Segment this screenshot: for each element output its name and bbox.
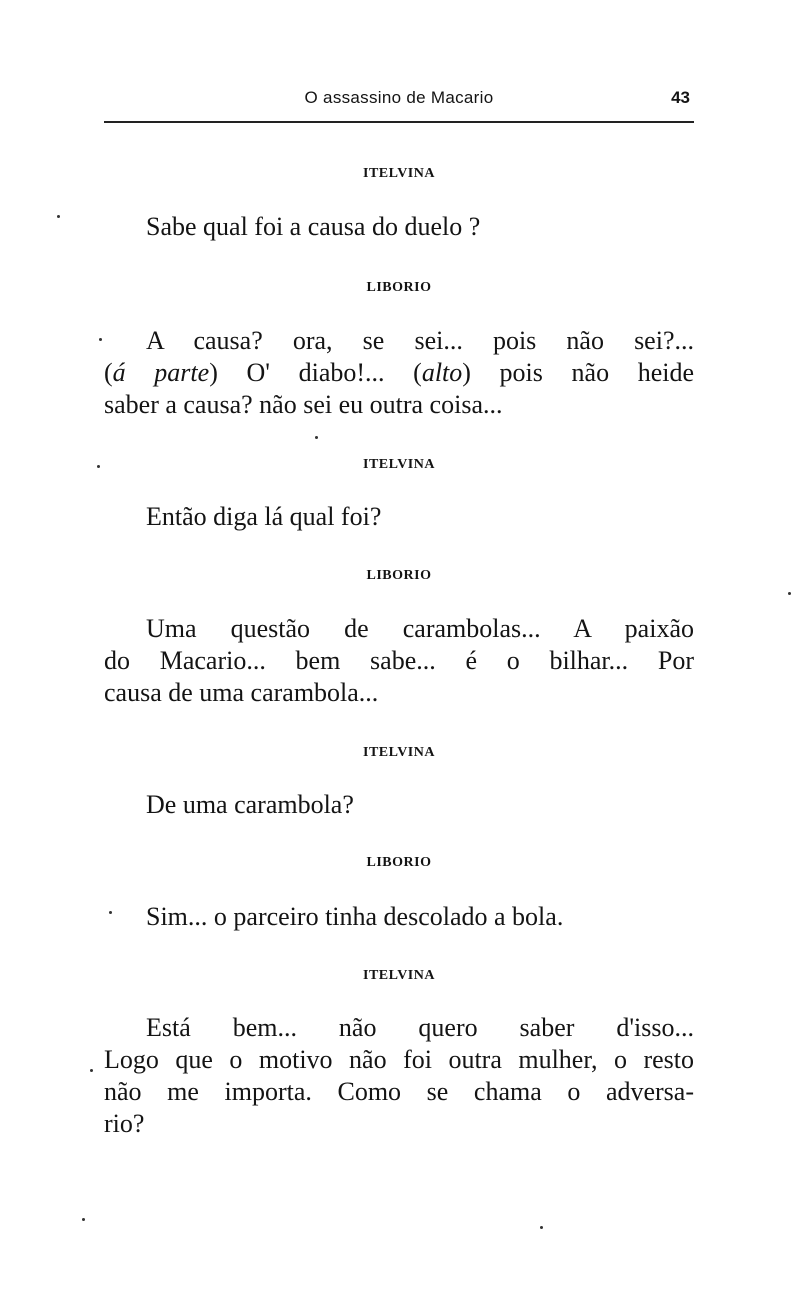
stage-direction: alto: [421, 358, 463, 387]
stage-direction: á parte: [112, 358, 210, 387]
speaker-label: ITELVINA: [363, 166, 435, 181]
dialogue-line: De uma carambola?: [146, 790, 354, 819]
speaker-label: ITELVINA: [363, 745, 435, 760]
dialogue-line: causa de uma carambola...: [104, 678, 379, 707]
speaker-label: ITELVINA: [363, 457, 435, 472]
scan-speck: [97, 465, 100, 468]
dialogue-line: rio?: [104, 1109, 145, 1138]
scan-speck: [57, 215, 60, 218]
dialogue-line: Logo que o motivo não foi outra mulher, o resto: [104, 1045, 694, 1074]
dialogue-line: A causa? ora, se sei... pois não sei?...: [146, 326, 694, 355]
running-header: [104, 88, 694, 114]
scan-speck: [788, 592, 791, 595]
dialogue-line: do Macario... bem sabe... é o bilhar... Por: [104, 646, 694, 675]
dialogue-line: Sabe qual foi a causa do duelo ?: [146, 212, 481, 241]
dialogue-line: Uma questão de carambolas... A paixão: [146, 614, 694, 643]
speaker-label: ITELVINA: [363, 968, 435, 983]
page-number: 43: [671, 88, 690, 107]
dialogue-line: Então diga lá qual foi?: [146, 502, 382, 531]
header-rule: [104, 121, 694, 123]
running-title: O assassino de Macario: [304, 88, 494, 107]
speaker-label: LIBORIO: [366, 280, 432, 295]
dialogue-line: não me importa. Como se chama o adversa-: [104, 1077, 694, 1106]
dialogue-line: saber a causa? não sei eu outra coisa...: [104, 390, 503, 419]
speaker-label: LIBORIO: [366, 568, 432, 583]
scan-speck: [109, 911, 112, 914]
scan-speck: [540, 1226, 543, 1229]
dialogue-line: Está bem... não quero saber d'isso...: [146, 1013, 694, 1042]
scan-speck: [90, 1069, 93, 1072]
dialogue-line: Sim... o parceiro tinha descolado a bola.: [146, 902, 564, 931]
scan-speck: [82, 1218, 85, 1221]
scan-speck: [315, 436, 318, 439]
dialogue-line: (á parte) O' diabo!... (alto) pois não heide: [104, 358, 695, 387]
scan-speck: [99, 338, 102, 341]
speaker-label: LIBORIO: [366, 855, 432, 870]
